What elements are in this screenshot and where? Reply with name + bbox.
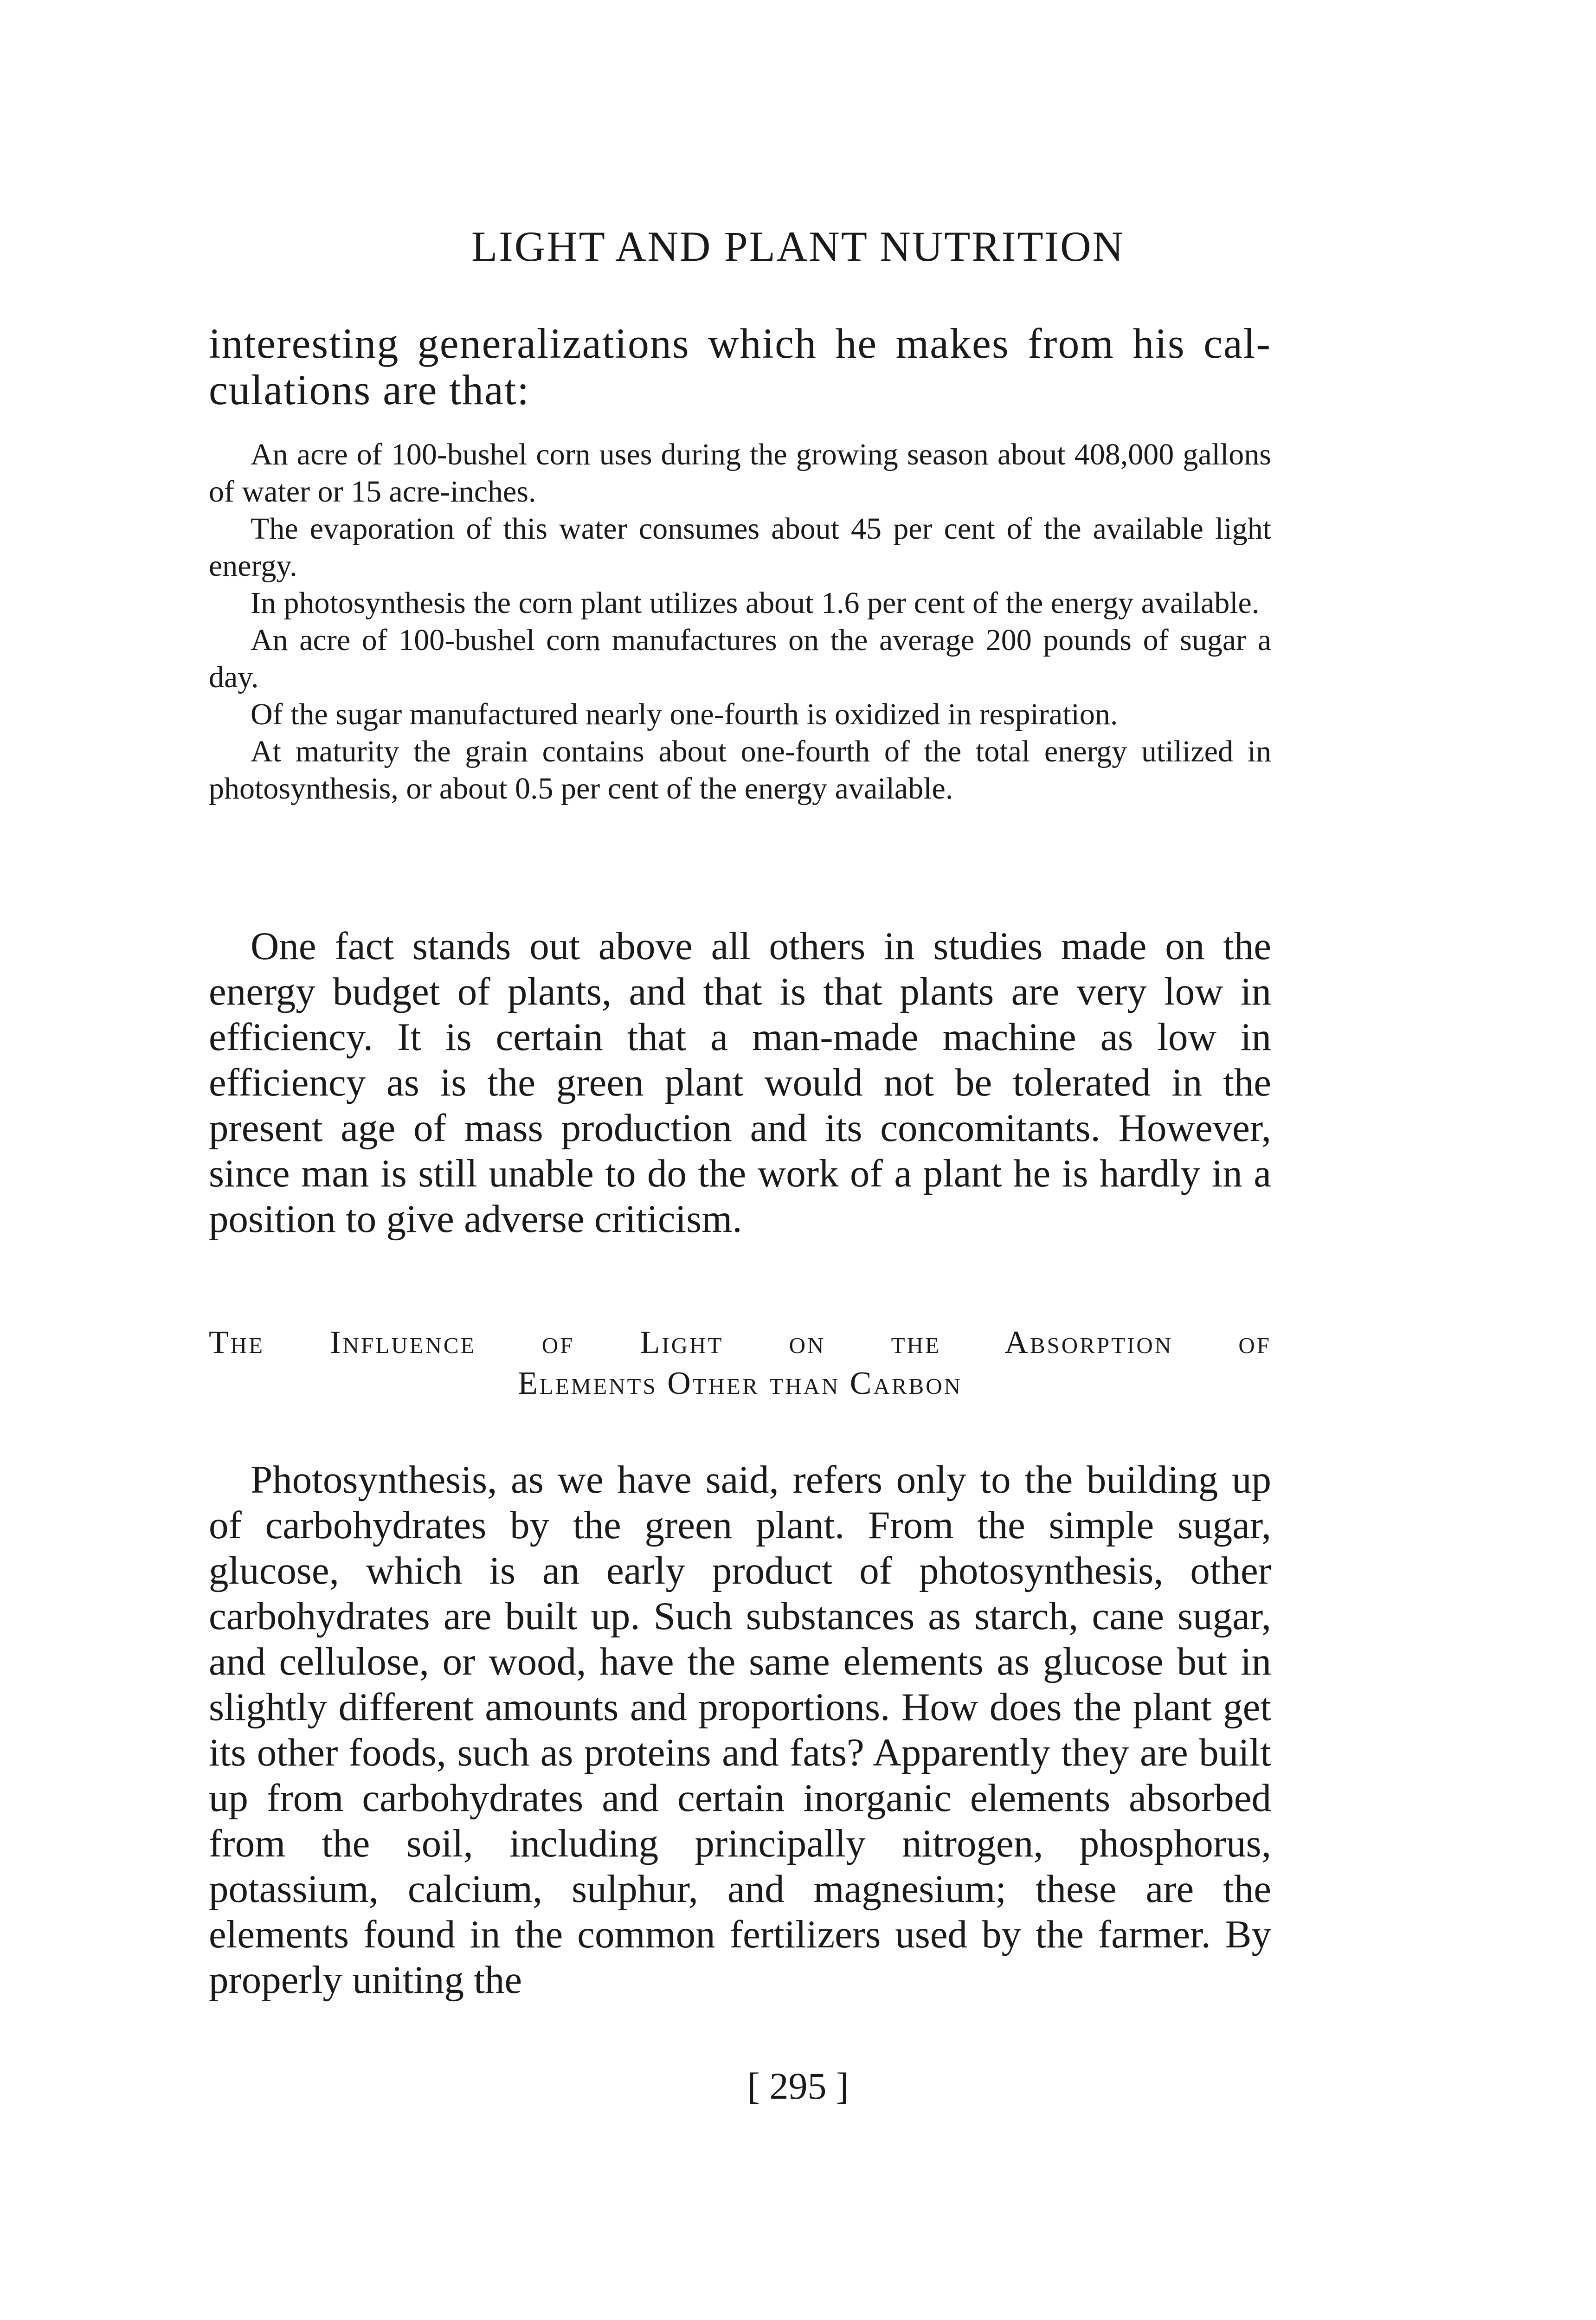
section-heading	[209, 1322, 1271, 1404]
findings-list	[209, 436, 1271, 807]
finding-item: In photosynthesis the corn plant utilizes about 1.6 per cent of the energy available.	[251, 586, 1260, 620]
intro-line-2: culations are that:	[209, 366, 530, 413]
section-heading-line-1: The Influence of Light on the Absorption of	[209, 1325, 1271, 1360]
finding-item: An acre of 100-bushel corn manufactures on the average 200 pounds of sugar a day.	[209, 623, 1271, 694]
finding-item: At maturity the grain contains about one-fourth of the total energy utilized in photosynthesis, or about 0.5 per cent of the energy available.	[209, 735, 1271, 806]
intro-text	[209, 320, 1271, 413]
page-number: [ 295 ]	[747, 2065, 849, 2107]
running-head: LIGHT AND PLANT NUTRITION	[471, 223, 1125, 270]
intro-line-1: interesting generalizations which he makes from his cal-	[209, 320, 1271, 367]
body-paragraph: One fact stands out above all others in studies made on the energy budget of plants, and that is that plants are very low in efficiency. It is certain that a man-made machine as low in efficiency as is the green plant would not be tolerated in the present age of mass production and its concomitants. However, since man is still unable to do the work of a plant he is hardly in a position to give adverse criticism.	[209, 924, 1271, 1241]
section-heading-line-2: Elements Other than Carbon	[518, 1366, 962, 1401]
body-paragraph: Photosynthesis, as we have said, refers only to the building up of carbohydrates by the green plant. From the simple sugar, glucose, which is an early product of photosynthesis, other carbohydrates are built up. Such substances as starch, cane sugar, and cellulose, or wood, have the same elements as glucose but in slightly different amounts and proportions. How does the plant get its other foods, such as proteins and fats? Apparently they are built up from carbohydrates and certain inorganic elements absorbed from the soil, including principally nitrogen, phosphorus, potassium, calcium, sulphur, and magnesium; these are the elements found in the common fertilizers used by the farmer. By properly uniting the	[209, 1458, 1271, 2002]
finding-item: An acre of 100-bushel corn uses during the growing season about 408,000 gallons of water or 15 acre-inches.	[209, 438, 1271, 509]
finding-item: The evaporation of this water consumes about 45 per cent of the available light energy.	[209, 512, 1271, 583]
finding-item: Of the sugar manufactured nearly one-fourth is oxidized in respiration.	[251, 697, 1118, 731]
